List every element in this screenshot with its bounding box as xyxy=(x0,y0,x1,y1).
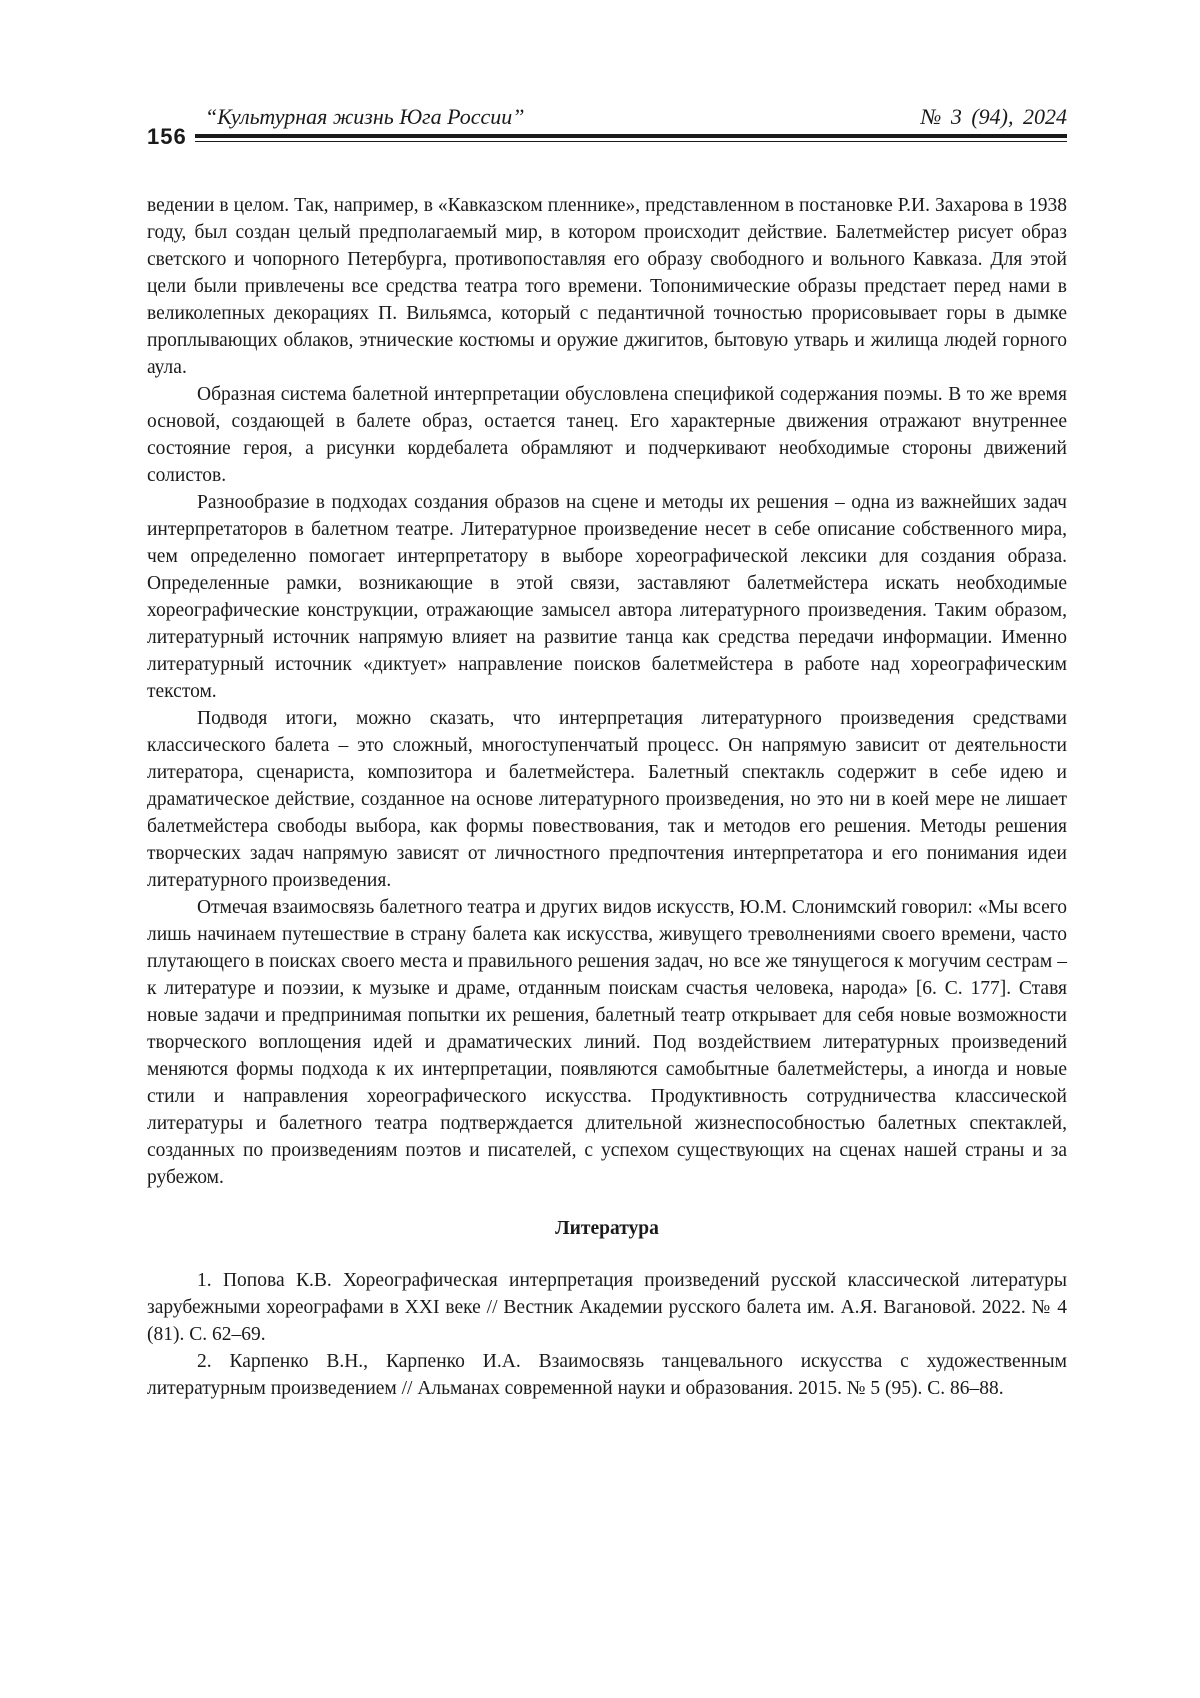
reference-item-1: 1. Попова К.В. Хореографическая интерпретация произведений русской классической литературы зарубежными хореографами в XXI веке // Вестник Академии русского балета им. А.Я. Вагановой. 2022. № 4 (81). С. 62–69. xyxy=(147,1270,1067,1345)
article-body xyxy=(147,192,1067,1402)
paragraph-2: Образная система балетной интерпретации обусловлена спецификой содержания поэмы. В то же время основой, создающей в балете образ, остается танец. Его характерные движения отражают внутреннее состояние героя, а рисунки кордебалета обрамляют и подчеркивают необходимые стороны движений солистов. xyxy=(147,384,1067,486)
page-number: 156 xyxy=(147,124,187,149)
header-rule-thin xyxy=(195,141,1067,142)
references-heading: Литература xyxy=(555,1218,659,1239)
issue-info: № 3 (94), 2024 xyxy=(920,104,1067,129)
paragraph-4: Подводя итоги, можно сказать, что интерпретация литературного произведения средствами классического балета – это сложный, многоступенчатый процесс. Он напрямую зависит от деятельности литератора, сценариста, композитора и балетмейстера. Балетный спектакль содержит в себе идею и драматическое действие, созданное на основе литературного произведения, но это ни в коей мере не лишает балетмейстера свободы выбора, как формы повествования, так и методов его решения. Методы решения творческих задач напрямую зависят от личностного предпочтения интерпретатора и его понимания идеи литературного произведения. xyxy=(147,708,1067,891)
header-rule-thick xyxy=(195,134,1067,138)
references-list xyxy=(147,1267,1067,1402)
paragraph-1: ведении в целом. Так, например, в «Кавказском пленнике», представленном в постановке Р.И. Захарова в 1938 году, был создан целый предполагаемый мир, в котором происходит действие. Балетмейстер рисует образ светского и чопорного Петербурга, противопоставляя его образу свободного и вольного Кавказа. Для этой цели были привлечены все средства театра того времени. Топонимические образы предстает перед нами в великолепных декорациях П. Вильямса, который с педантичной точностью прорисовывает горы в дымке проплывающих облаков, этнические костюмы и оружие джигитов, бытовую утварь и жилища людей горного аула. xyxy=(147,195,1067,378)
journal-title: “Культурная жизнь Юга России” xyxy=(205,104,525,129)
running-header xyxy=(147,100,1067,150)
paragraph-3: Разнообразие в подходах создания образов на сцене и методы их решения – одна из важнейших задач интерпретаторов в балетном театре. Литературное произведение несет в себе описание собственного мира, чем определенно помогает интерпретатору в выборе хореографической лексики для создания образа. Определенные рамки, возникающие в этой связи, заставляют балетмейстера искать необходимые хореографические конструкции, отражающие замысел автора литературного произведения. Таким образом, литературный источник напрямую влияет на развитие танца как средства передачи информации. Именно литературный источник «диктует» направление поисков балетмейстера в работе над хореографическим текстом. xyxy=(147,492,1067,702)
reference-item-2: 2. Карпенко В.Н., Карпенко И.А. Взаимосвязь танцевального искусства с художественным литературным произведением // Альманах современной науки и образования. 2015. № 5 (95). С. 86–88. xyxy=(147,1351,1067,1399)
paragraph-5: Отмечая взаимосвязь балетного театра и других видов искусств, Ю.М. Слонимский говорил: «Мы всего лишь начинаем путешествие в страну балета как искусства, живущего треволнениями своего времени, часто плутающего в поисках своего места и правильного решения задач, но все же тянущегося к могучим сестрам – к литературе и поэзии, к музыке и драме, отданным поискам счастья человека, народа» [6. С. 177]. Ставя новые задачи и предпринимая попытки их решения, балетный театр открывает для себя новые возможности творческого воплощения идей и драматических линий. Под воздействием литературных произведений меняются формы подхода к их интерпретации, появляются самобытные балетмейстеры, а иногда и новые стили и направления хореографического искусства. Продуктивность сотрудничества классической литературы и балетного театра подтверждается длительной жизнеспособностью балетных спектаклей, созданных по произведениям поэтов и писателей, с успехом существующих на сценах нашей страны и за рубежом. xyxy=(147,897,1067,1188)
